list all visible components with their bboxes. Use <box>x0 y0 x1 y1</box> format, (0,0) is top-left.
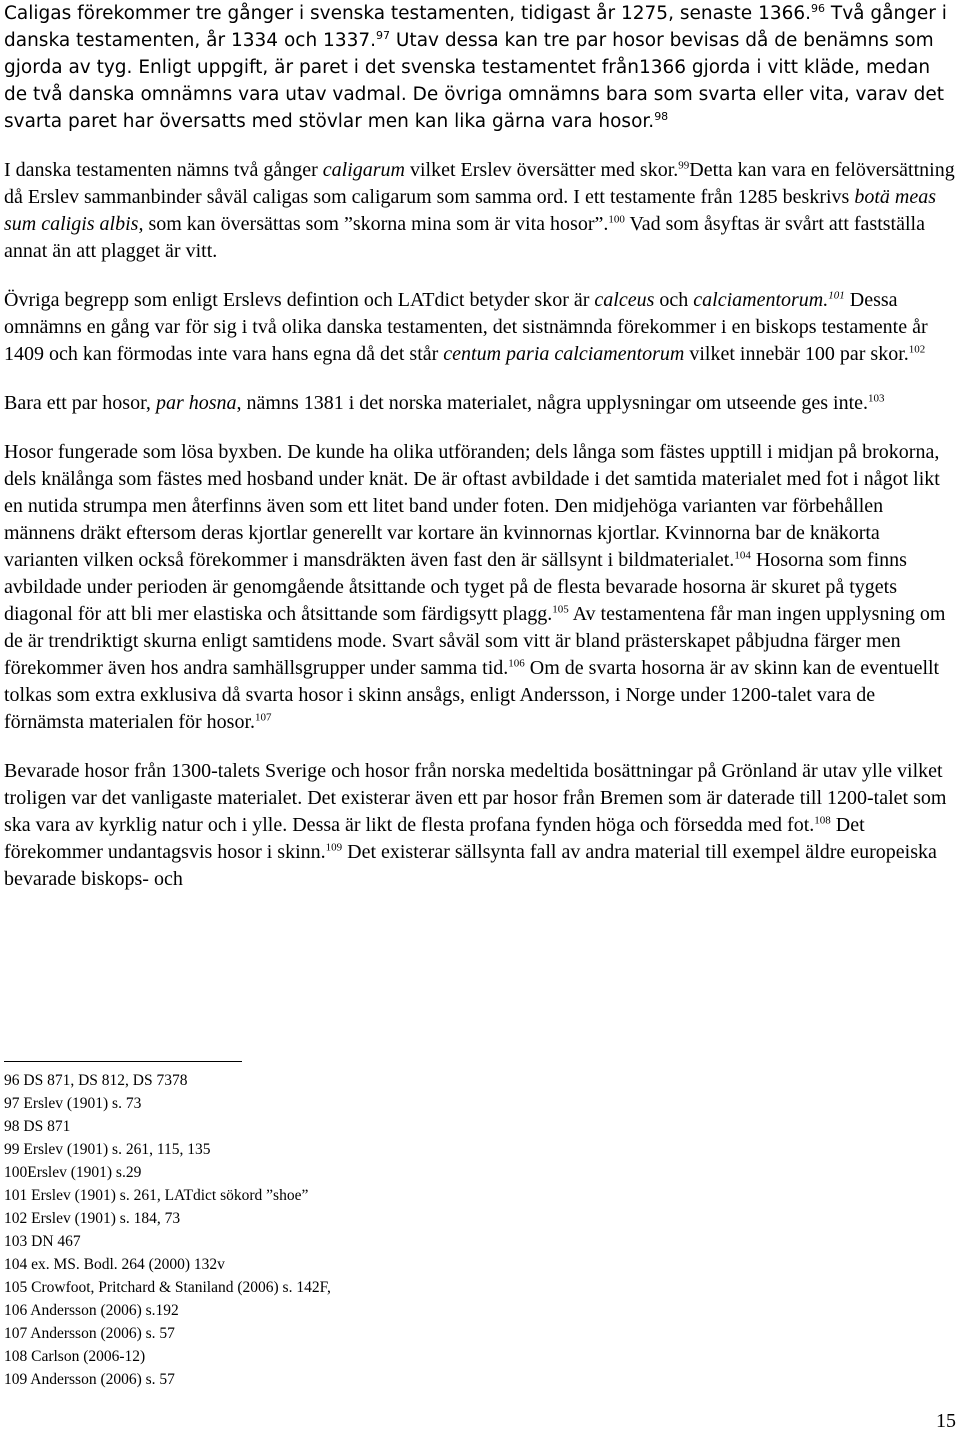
footnote-marker: 104 <box>734 549 751 562</box>
paragraph-par-hosna <box>4 390 956 417</box>
footnote: 105 Crowfoot, Pritchard & Staniland (2006) s. 142F, <box>4 1279 331 1296</box>
footnote: 109 Andersson (2006) s. 57 <box>4 1371 175 1388</box>
text-run: och <box>654 289 694 311</box>
text-run: vilket Erslev översätter med skor. <box>405 159 679 181</box>
paragraph-caligas <box>4 0 956 135</box>
footnote: 107 Andersson (2006) s. 57 <box>4 1325 175 1342</box>
footnote-marker: 97 <box>376 28 391 42</box>
text-run: vilket innebär 100 par skor. <box>684 343 909 365</box>
text-run: som kan översättas som ”skorna mina som är vita hosor”. <box>143 213 609 235</box>
paragraph-calceus <box>4 287 956 368</box>
footnote: 97 Erslev (1901) s. 73 <box>4 1095 142 1112</box>
text-run: Övriga begrepp som enligt Erslevs defintion och LATdict betyder skor är <box>4 289 595 311</box>
footnote-marker: 101 <box>828 289 845 302</box>
footnote: 99 Erslev (1901) s. 261, 115, 135 <box>4 1141 211 1158</box>
text-run: Detta kan vara en felöversättning då Erslev sammanbinder såväl caligas som caligarum som samma ord. I ett testamente från 1285 beskrivs <box>4 159 955 208</box>
text-run: Det förekommer undantagsvis hosor i skinn. <box>4 814 865 863</box>
text-run: Hosor fungerade som lösa byxben. De kunde ha olika utföranden; dels långa som fästes upptill i midjan på brokorna, dels knälånga som fästes med hosband under knät. De är oftast avbildade i det samtida materialet med fot i något likt en nutida strumpa men återfinns även som ett litet band under foten. Den midjehöga varianten var förbehållen männens dräkt eftersom deras kjortlar generellt var kortare än kvinnornas kjortlar. Kvinnorna bar de knäkorta varianten vilken också förekommer i mansdräkten även fast den är sällsynt i bildmaterialet. <box>4 441 940 571</box>
page-number: 15 <box>936 1410 956 1432</box>
footnote-marker: 100 <box>608 213 625 226</box>
text-run: Bevarade hosor från 1300-talets Sverige och hosor från norska medeltida bosättningar på Grönland är utav ylle vilket troligen var det vanligaste materialet. Det existerar även ett par hosor från Bremen som är daterade till 1200-talet som ska vara av kyrklig natur och i ylle. Dessa är likt de flesta profana fynden höga och försedda med fot. <box>4 760 947 836</box>
text-run: Utav dessa kan tre par hosor bevisas då de benämns som gjorda av tyg. Enligt uppgift, är paret i det svenska testamentet från1366 gjorda i vitt kläde, medan de två danska omnämns vara utav vadmal. De övriga omnämns bara som svarta eller vita, varav det svarta paret har översatts med stövlar men kan lika gärna vara hosor. <box>4 30 944 132</box>
footnote-separator <box>4 1061 242 1062</box>
footnote-marker: 106 <box>508 657 525 670</box>
footnote: 104 ex. MS. Bodl. 264 (2000) 132v <box>4 1256 225 1273</box>
text-run: Två gånger i danska testamenten, år 1334 och 1337. <box>4 3 947 51</box>
footnote: 108 Carlson (2006-12) <box>4 1348 146 1365</box>
text-run: Hosorna som finns avbildade under perioden är genomgående åtsittande och tyget på de flesta bevarade hosorna är skuret på tygets diagonal för att bli mer elastiska och åtsittande som färdigsytt plagg. <box>4 549 907 625</box>
italic-term: calceus <box>594 289 655 311</box>
text-run: Caligas förekommer tre gånger i svenska testamenten, tidigast år 1275, senaste 1366. <box>4 3 812 24</box>
footnote: 101 Erslev (1901) s. 261, LATdict sökord ”shoe” <box>4 1187 309 1204</box>
text-run: Av testamentena får man ingen upplysning om de är trendriktigt skurna enligt samtidens mode. Svart såväl som vitt är bland prästerskapet påbjudna färger men förekommer även hos andra samhällsgrupper under samma tid. <box>4 603 946 679</box>
italic-term: calciamentorum. <box>693 289 829 311</box>
footnote: 106 Andersson (2006) s.192 <box>4 1302 179 1319</box>
footnote-marker: 105 <box>552 603 569 616</box>
footnote: 98 DS 871 <box>4 1118 71 1135</box>
footnote: 100Erslev (1901) s.29 <box>4 1164 142 1181</box>
italic-term: par hosna <box>155 392 237 414</box>
paragraph-caligarum <box>4 157 956 265</box>
text-run: Om de svarta hosorna är av skinn kan de eventuellt tolkas som extra exklusiva då svarta hosor i skinn ansågs, enligt Andersson, i Norge under 1200-talet vara de förnämsta materialen för hosor. <box>4 657 940 733</box>
paragraph-hosor-fungerade <box>4 439 956 736</box>
text-run: Det existerar sällsynta fall av andra material till exempel äldre europeiska bevarade biskops- och <box>4 841 937 890</box>
text-run: , nämns 1381 i det norska materialet, några upplysningar om utseende ges inte. <box>236 392 869 414</box>
footnote-marker: 102 <box>908 343 926 356</box>
italic-term: caligarum <box>322 159 405 181</box>
footnote: 96 DS 871, DS 812, DS 7378 <box>4 1072 188 1089</box>
footnote: 102 Erslev (1901) s. 184, 73 <box>4 1210 181 1227</box>
footnote-marker: 109 <box>325 841 343 854</box>
italic-term: centum paria calciamentorum <box>443 343 685 365</box>
footnotes <box>4 1069 604 1391</box>
footnote-marker: 108 <box>814 814 831 827</box>
footnote-marker: 103 <box>868 392 885 405</box>
text-run: I danska testamenten nämns två gånger <box>4 159 323 181</box>
footnote-marker: 96 <box>811 1 826 15</box>
text-run: Dessa omnämns en gång var för sig i två olika danska testamenten, det sistnämnda förekommer i en biskops testamente år 1409 och kan förmodas inte vara hans egna då det står <box>4 289 928 365</box>
paragraph-bevarade-hosor <box>4 758 956 893</box>
document-body <box>4 0 956 915</box>
footnote-marker: 98 <box>654 109 669 123</box>
text-run: Bara ett par hosor, <box>4 392 156 414</box>
footnote: 103 DN 467 <box>4 1233 81 1250</box>
text-run: Vad som åsyftas är svårt att fastställa annat än att plagget är vitt. <box>4 213 925 262</box>
footnote-marker: 107 <box>255 711 272 724</box>
footnote-marker: 99 <box>678 159 690 172</box>
italic-term: botä meas sum caligis albis, <box>4 186 936 235</box>
